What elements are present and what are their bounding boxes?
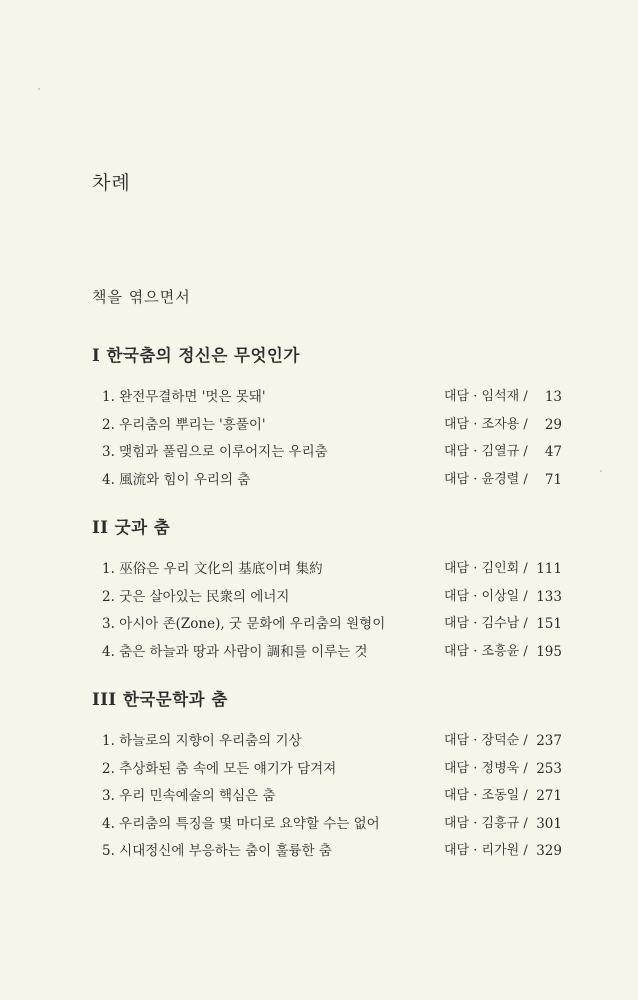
entry-page: 133 bbox=[536, 588, 562, 605]
entry-author: 대담 · 김수남 / bbox=[444, 616, 528, 631]
entry-page: 13 bbox=[544, 389, 562, 405]
toc-title: 차례 bbox=[92, 172, 131, 194]
section-2 bbox=[92, 514, 562, 670]
entry-author: 대담 · 정병욱 / bbox=[444, 760, 528, 776]
entry-title: 1. 하늘로의 지향이 우리춤의 기상 bbox=[102, 733, 302, 749]
toc-entry[interactable] bbox=[92, 560, 562, 588]
entry-author: 대담 · 임석재 / bbox=[444, 389, 528, 404]
toc-entry[interactable] bbox=[92, 588, 562, 616]
entry-author: 대담 · 조동일 / bbox=[444, 788, 528, 803]
toc-entry[interactable] bbox=[92, 615, 562, 643]
entry-title: 1. 巫俗은 우리 文化의 基底이며 集約 bbox=[102, 561, 323, 577]
entry-author: 대담 · 김흥규 / bbox=[444, 815, 528, 831]
entry-page: 111 bbox=[536, 561, 562, 577]
entry-author: 대담 · 윤경렬 / bbox=[444, 471, 528, 487]
section-entries bbox=[92, 732, 562, 870]
entry-page: 329 bbox=[536, 843, 562, 859]
entry-author: 대담 · 리가원 / bbox=[444, 843, 528, 858]
entry-title: 4. 風流와 힘이 우리의 춤 bbox=[102, 471, 251, 488]
entry-author: 대담 · 조흥윤 / bbox=[444, 643, 528, 659]
entry-page: 271 bbox=[536, 788, 562, 804]
entry-page: 253 bbox=[536, 760, 562, 777]
section-entries bbox=[92, 560, 562, 670]
entry-author: 대담 · 장덕순 / bbox=[444, 733, 528, 748]
toc-entry[interactable] bbox=[92, 787, 562, 815]
section-heading: I 한국춤의 정신은 무엇인가 bbox=[92, 346, 300, 365]
preface-link[interactable]: 책을 엮으면서 bbox=[92, 288, 191, 306]
entry-title: 3. 우리 민속예술의 핵심은 춤 bbox=[102, 788, 276, 804]
entry-title: 4. 우리춤의 특징을 몇 마디로 요약할 수는 없어 bbox=[102, 815, 380, 832]
entry-title: 1. 완전무결하면 '멋은 못돼' bbox=[102, 389, 266, 405]
section-1 bbox=[92, 342, 562, 498]
toc-entry[interactable] bbox=[92, 471, 562, 499]
paper-speck bbox=[600, 470, 602, 472]
toc-entry[interactable] bbox=[92, 760, 562, 788]
entry-page: 151 bbox=[536, 616, 562, 632]
toc-entry[interactable] bbox=[92, 815, 562, 843]
entry-page: 301 bbox=[536, 815, 562, 832]
paper-speck bbox=[38, 88, 40, 90]
entry-page: 237 bbox=[536, 733, 562, 749]
entry-author: 대담 · 조자용 / bbox=[444, 416, 528, 432]
toc-entry[interactable] bbox=[92, 842, 562, 870]
toc-entry[interactable] bbox=[92, 732, 562, 760]
toc-entry[interactable] bbox=[92, 416, 562, 444]
entry-title: 4. 춤은 하늘과 땅과 사람이 調和를 이루는 것 bbox=[102, 643, 368, 660]
entry-page: 29 bbox=[544, 416, 562, 433]
section-heading: II 굿과 춤 bbox=[92, 518, 171, 537]
entry-page: 195 bbox=[536, 643, 562, 660]
entry-title: 2. 추상화된 춤 속에 모든 얘기가 담겨져 bbox=[102, 760, 337, 777]
entry-title: 2. 굿은 살아있는 民衆의 에너지 bbox=[102, 588, 290, 605]
entry-author: 대담 · 김열규 / bbox=[444, 444, 528, 459]
section-3 bbox=[92, 686, 562, 870]
entry-page: 47 bbox=[544, 444, 562, 460]
entry-page: 71 bbox=[544, 471, 562, 488]
entry-title: 2. 우리춤의 뿌리는 '흥풀이' bbox=[102, 416, 266, 433]
toc-entry[interactable] bbox=[92, 643, 562, 671]
entry-title: 3. 아시아 존(Zone), 굿 문화에 우리춤의 원형이 bbox=[102, 616, 386, 632]
entry-author: 대담 · 김인회 / bbox=[444, 561, 528, 576]
toc-entry[interactable] bbox=[92, 388, 562, 416]
section-entries bbox=[92, 388, 562, 498]
entry-title: 5. 시대정신에 부응하는 춤이 훌륭한 춤 bbox=[102, 843, 332, 859]
section-heading: III 한국문학과 춤 bbox=[92, 690, 228, 709]
entry-title: 3. 맺힘과 풀림으로 이루어지는 우리춤 bbox=[102, 444, 328, 460]
entry-author: 대담 · 이상일 / bbox=[444, 588, 528, 604]
toc-entry[interactable] bbox=[92, 443, 562, 471]
